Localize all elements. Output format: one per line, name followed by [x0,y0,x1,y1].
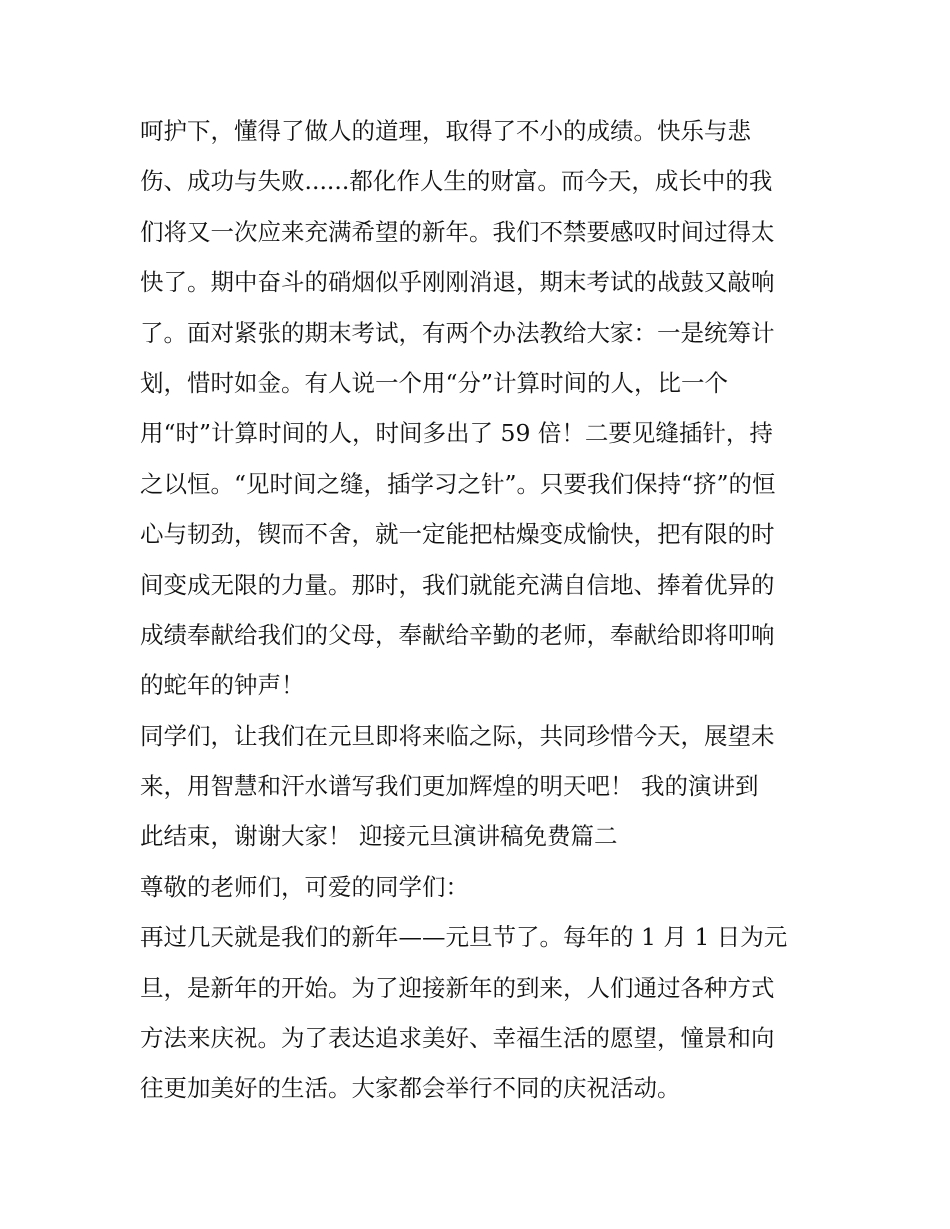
text-line: 方法来庆祝。为了表达追求美好、幸福生活的愿望，憧景和向 [140,1024,775,1053]
text-line: 们将又一次应来充满希望的新年。我们不禁要感叹时间过得太 [140,217,775,246]
text-line: 呵护下，懂得了做人的道理，取得了不小的成绩。快乐与悲 [140,117,751,145]
text-line: 再过几天就是我们的新年——元旦节了。每年的 1 月 1 日为元 [140,923,788,952]
text-line: 心与韧劲，锲而不舍，就一定能把枯燥变成愉快，把有限的时 [140,520,775,549]
text-line: 来，用智慧和汗水谱写我们更加辉煌的明天吧！ 我的演讲到 [140,772,759,801]
text-line: 划，惜时如金。有人说一个用“分”计算时间的人，比一个 [140,368,729,397]
text-line: 间变成无限的力量。那时，我们就能充满自信地、捧着优异的 [140,570,775,599]
text-line: 之以恒。“见时间之缝，插学习之针”。只要我们保持“挤”的恒 [140,469,776,498]
text-line: 此结束，谢谢大家！ 迎接元旦演讲稿免费篇二 [140,822,618,851]
text-line: 旦，是新年的开始。为了迎接新年的到来，人们通过各种方式 [140,973,775,1002]
text-line: 伤、成功与失败......都化作人生的财富。而今天，成长中的我 [140,167,773,196]
document-body [140,106,820,1114]
text-line: 同学们，让我们在元旦即将来临之际，共同珍惜今天，展望未 [140,721,775,750]
text-line: 快了。期中奋斗的硝烟似乎刚刚消退，期末考试的战鼓又敲响 [140,268,775,297]
text-line: 用“时”计算时间的人，时间多出了 59 倍！二要见缝插针，持 [140,419,773,448]
text-line: 的蛇年的钟声！ [140,671,305,700]
text-line: 尊敬的老师们，可爱的同学们： [140,872,469,901]
text-line: 往更加美好的生活。大家都会举行不同的庆祝活动。 [140,1074,681,1103]
text-line: 了。面对紧张的期末考试，有两个办法教给大家：一是统筹计 [140,318,775,347]
text-line: 成绩奉献给我们的父母，奉献给辛勤的老师，奉献给即将叩响 [140,620,775,649]
